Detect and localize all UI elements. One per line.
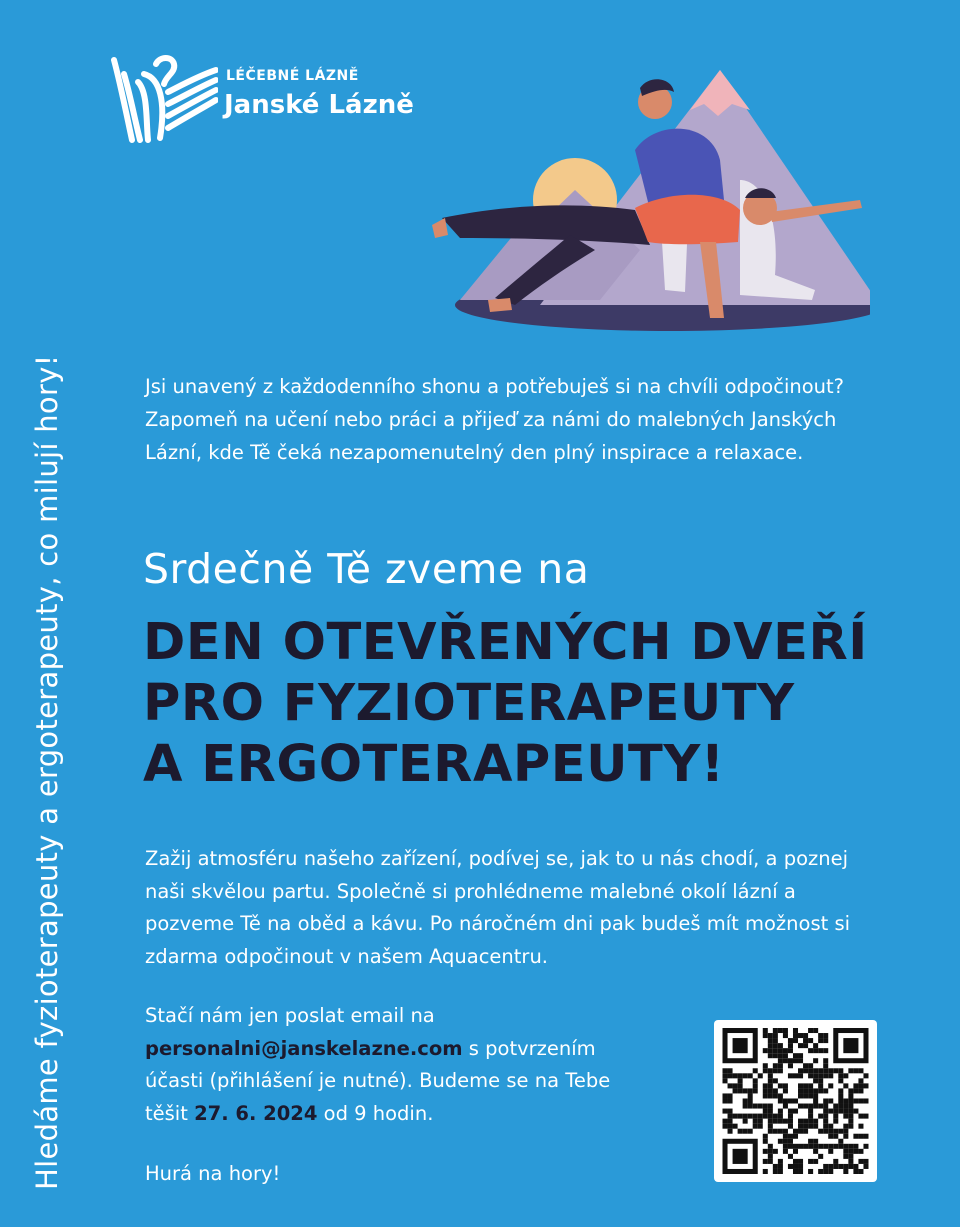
- logo: [108, 52, 448, 152]
- headline-line-2: PRO FYZIOTERAPEUTY: [143, 674, 795, 733]
- logo-big-text: Janské Lázně: [224, 90, 414, 120]
- event-description: Zažij atmosféru našeho zařízení, podívej se, jak to u nás chodí, a poznej naši skvělou partu. Společně si prohlédneme malebné okolí lázní a pozveme Tě na oběd a kávu. Po náročném dni pak budeš mít možnost si zdarma odpočinout v našem Aquacentru.: [145, 847, 851, 968]
- email-link[interactable]: personalni@janskelazne.com: [145, 1036, 463, 1060]
- logo-small-text: LÉČEBNÉ LÁZNĚ: [226, 68, 359, 84]
- closing-line: Hurá na hory!: [145, 1162, 281, 1185]
- physiotherapy-illustration: [420, 60, 870, 340]
- headline-line-3: A ERGOTERAPEUTY!: [143, 735, 725, 794]
- qr-code[interactable]: [714, 1020, 877, 1182]
- invite-line: Srdečně Tě zveme na: [143, 545, 590, 593]
- contact-paragraph: [145, 1000, 615, 1130]
- contact-intro: Stačí nám jen poslat email na: [145, 1004, 435, 1027]
- headline-line-1: DEN OTEVŘENÝCH DVEŘÍ: [143, 613, 868, 672]
- logo-mark-icon: [108, 52, 218, 147]
- event-headline: [143, 612, 868, 795]
- contact-middle: s potvrzením účasti (přihlášení je nutné). Budeme se na Tebe těšit: [145, 1036, 611, 1125]
- intro-paragraph: Jsi unavený z každodenního shonu a potřebuješ si na chvíli odpočinout? Zapomeň na učení nebo práci a přijeď za námi do malebných Janských Lázní, kde Tě čeká nezapomenutelný den plný inspirace a relaxace.: [145, 375, 845, 464]
- qr-code-icon: [722, 1028, 869, 1174]
- contact-end: od 9 hodin.: [317, 1101, 434, 1125]
- side-slogan: Hledáme fyzioterapeuty a ergoterapeuty, co milují hory!: [30, 354, 64, 1190]
- event-date: 27. 6. 2024: [194, 1101, 318, 1125]
